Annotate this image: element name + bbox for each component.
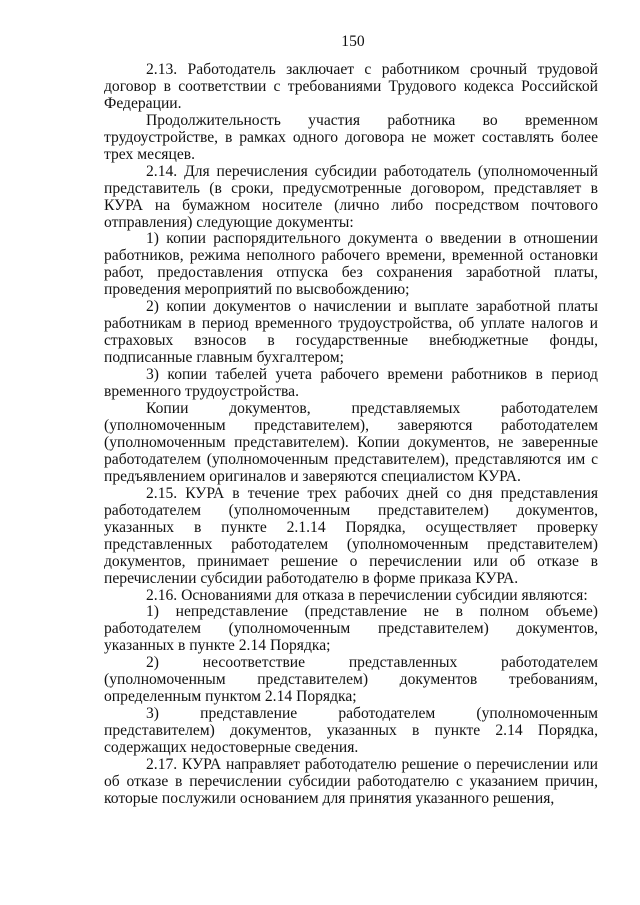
paragraph-2-16: 2.16. Основаниями для отказа в перечислении субсидии являются: — [146, 586, 588, 604]
list-item-2-16-2: 2) несоответствие представленных работодателем (уполномоченным представителем) документов требованиям, определенным пунктом 2.14 Порядка; — [104, 654, 598, 706]
list-item-2-14-2: 2) копии документов о начислении и выплате заработной платы работникам в период временного трудоустройства, об уплате налогов и страховых взносов в государственные внебюджетные фонды, подписанные главным бухгалтером; — [104, 298, 598, 367]
paragraph-2-15: 2.15. КУРА в течение трех рабочих дней со дня представления работодателем (уполномоченным представителем) документов, указанных в пункте 2.1.14 Порядка, осуществляет проверку представленных работодателем (уполномоченным представителем) документов, принимает решение о перечислении или об отказе в перечислении субсидии работодателю в форме приказа КУРА. — [104, 484, 598, 587]
list-item-2-14-3: 3) копии табелей учета рабочего времени работников в период временного трудоустройства. — [104, 366, 598, 401]
paragraph-copies: Копии документов, представляемых работодателем (уполномоченным представителем), заверяются работодателем (уполномоченным представителем). Копии документов, не заверенные работодателем (уполномоченным представителем), представляются им с предъявлением оригиналов и заверяются специалистом КУРА. — [104, 400, 598, 485]
document-page — [104, 34, 598, 808]
list-item-2-16-1: 1) непредставление (представление не в полном объеме) работодателем (уполномоченным представителем) документов, указанных в пункте 2.14 Порядка; — [104, 603, 598, 655]
paragraph-2-17: 2.17. КУРА направляет работодателю решение о перечислении или об отказе в перечислении субсидии работодателю с указанием причин, которые послужили основанием для принятия указанного решения, — [104, 756, 598, 807]
paragraph-2-14: 2.14. Для перечисления субсидии работодатель (уполномоченный представитель (в сроки, предусмотренные договором, представляет в КУРА на бумажном носителе (лично либо посредством почтового отправления) следующие документы: — [104, 162, 598, 231]
page-number: 150 — [341, 33, 365, 50]
list-item-2-14-1: 1) копии распорядительного документа о введении в отношении работников, режима неполного рабочего времени, временной остановки работ, предоставления отпуска без сохранения заработной платы, проведения мероприятий по высвобождению; — [104, 230, 598, 299]
paragraph-duration: Продолжительность участия работника во временном трудоустройстве, в рамках одного договора не может составлять более трех месяцев. — [104, 111, 598, 163]
paragraph-2-13: 2.13. Работодатель заключает с работником срочный трудовой договор в соответствии с требованиями Трудового кодекса Российской Федерации. — [104, 60, 598, 112]
list-item-2-16-3: 3) представление работодателем (уполномоченным представителем) документов, указанных в пункте 2.14 Порядка, содержащих недостоверные сведения. — [104, 705, 598, 757]
